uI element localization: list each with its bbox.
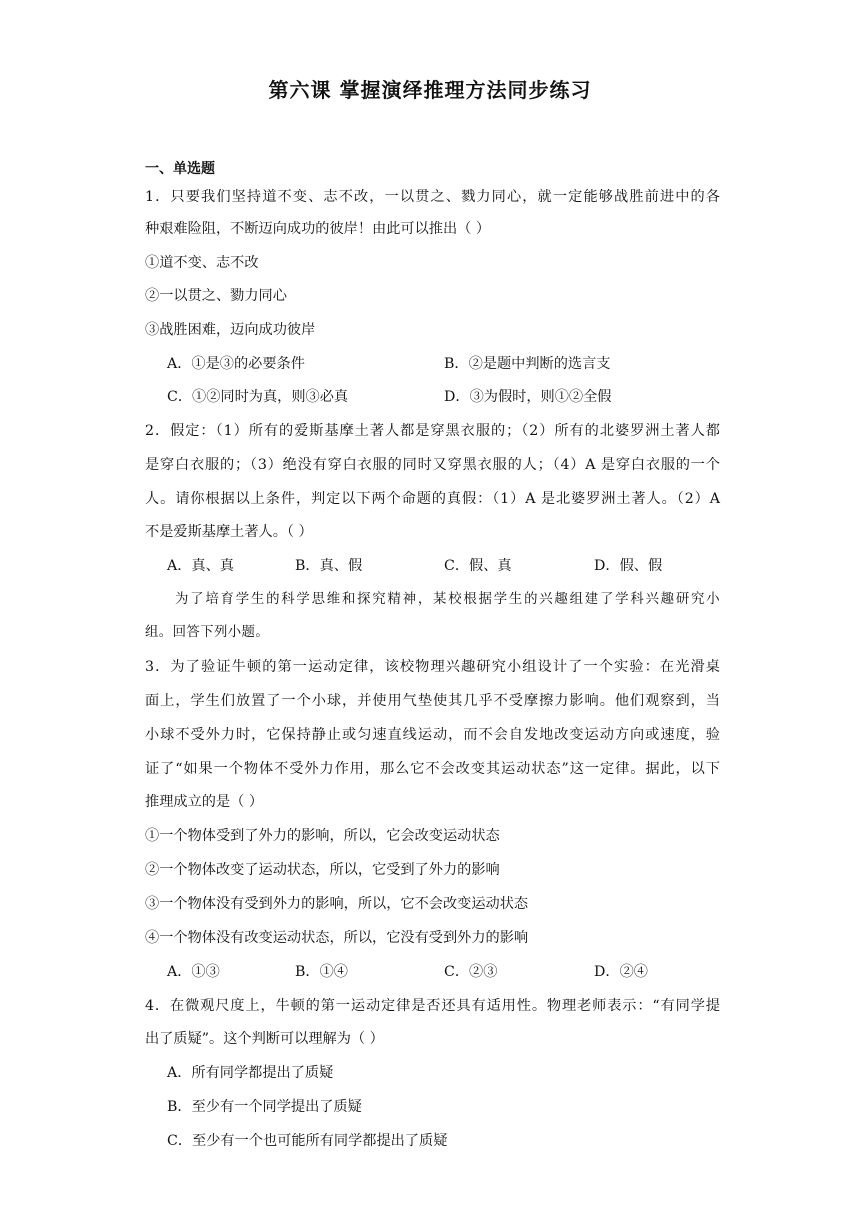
q4-stem-line-2: 出了质疑”。这个判断可以理解为（ ） bbox=[145, 1031, 384, 1047]
q3-stem-line-4: 证了“如果一个物体不受外力作用，那么它不会改变其运动状态”这一定律。据此，以下 bbox=[145, 761, 720, 777]
q2-option-b[interactable]: B．真、假 bbox=[295, 558, 363, 574]
q3-stem-line-5: 推理成立的是（ ） bbox=[145, 794, 264, 810]
q2-option-a[interactable]: A．真、真 bbox=[167, 558, 234, 574]
q3-option-d[interactable]: D．②④ bbox=[594, 964, 648, 980]
q2-stem-line-3: 人。请你根据以上条件，判定以下两个命题的真假：（1）A 是北婆罗洲土著人。（2）A bbox=[145, 491, 720, 507]
q3-option-c[interactable]: C．②③ bbox=[444, 964, 498, 980]
q3-option-a[interactable]: A．①③ bbox=[167, 964, 220, 980]
q2-option-d[interactable]: D．假、假 bbox=[594, 558, 663, 574]
q1-option-d[interactable]: D．③为假时，则①②全假 bbox=[444, 389, 612, 405]
q1-stem-line-1: 1．只要我们坚持道不变、志不改，一以贯之、戮力同心，就一定能够战胜前进中的各 bbox=[145, 189, 720, 205]
q1-stem-line-2: 种艰难险阻，不断迈向成功的彼岸！由此可以推出（ ） bbox=[145, 221, 491, 237]
q1-item-3: ③战胜困难，迈向成功彼岸 bbox=[145, 322, 316, 338]
section-heading: 一、单选题 bbox=[145, 161, 215, 177]
q4-option-b[interactable]: B．至少有一个同学提出了质疑 bbox=[167, 1099, 362, 1115]
q2-stem-line-2: 是穿白衣服的；（3）绝没有穿白衣服的同时又穿黑衣服的人；（4）A 是穿白衣服的一个 bbox=[145, 457, 720, 473]
q2-stem-line-1: 2．假定：（1）所有的爱斯基摩土著人都是穿黑衣服的；（2）所有的北婆罗洲土著人都 bbox=[145, 423, 720, 439]
q3-item-2: ②一个物体改变了运动状态，所以，它受到了外力的影响 bbox=[145, 862, 500, 878]
q4-option-a[interactable]: A．所有同学都提出了质疑 bbox=[167, 1065, 334, 1081]
q3-option-b[interactable]: B．①④ bbox=[295, 964, 348, 980]
q3-item-3: ③一个物体没有受到外力的影响，所以，它不会改变运动状态 bbox=[145, 896, 529, 912]
q1-item-1: ①道不变、志不改 bbox=[145, 255, 259, 271]
page-title: 第六课 掌握演绎推理方法同步练习 bbox=[268, 78, 592, 102]
q1-item-2: ②一以贯之、勠力同心 bbox=[145, 288, 287, 304]
q1-option-c[interactable]: C．①②同时为真，则③必真 bbox=[167, 389, 349, 405]
q3-item-4: ④一个物体没有改变运动状态，所以，它没有受到外力的影响 bbox=[145, 930, 529, 946]
q3-item-1: ①一个物体受到了外力的影响，所以，它会改变运动状态 bbox=[145, 828, 500, 844]
q3-stem-line-1: 3．为了验证牛顿的第一运动定律，该校物理兴趣研究小组设计了一个实验：在光滑桌 bbox=[145, 659, 720, 675]
q4-option-c[interactable]: C．至少有一个也可能所有同学都提出了质疑 bbox=[167, 1133, 448, 1149]
group-intro-line-2: 组。回答下列小题。 bbox=[145, 625, 270, 640]
q1-option-b[interactable]: B．②是题中判断的选言支 bbox=[444, 356, 611, 372]
q4-stem-line-1: 4．在微观尺度上，牛顿的第一运动定律是否还具有适用性。物理老师表示：“有同学提 bbox=[145, 998, 720, 1014]
q3-stem-line-2: 面上，学生们放置了一个小球，并使用气垫使其几乎不受摩擦力影响。他们观察到，当 bbox=[145, 693, 720, 709]
q2-stem-line-4: 不是爱斯基摩土著人。（ ） bbox=[145, 524, 313, 540]
group-intro-line-1: 为了培育学生的科学思维和探究精神，某校根据学生的兴趣组建了学科兴趣研究小 bbox=[175, 592, 720, 607]
q2-option-c[interactable]: C．假、真 bbox=[444, 558, 512, 574]
q3-stem-line-3: 小球不受外力时，它保持静止或匀速直线运动，而不会自发地改变运动方向或速度，验 bbox=[145, 727, 720, 743]
q1-option-a[interactable]: A．①是③的必要条件 bbox=[167, 356, 305, 372]
